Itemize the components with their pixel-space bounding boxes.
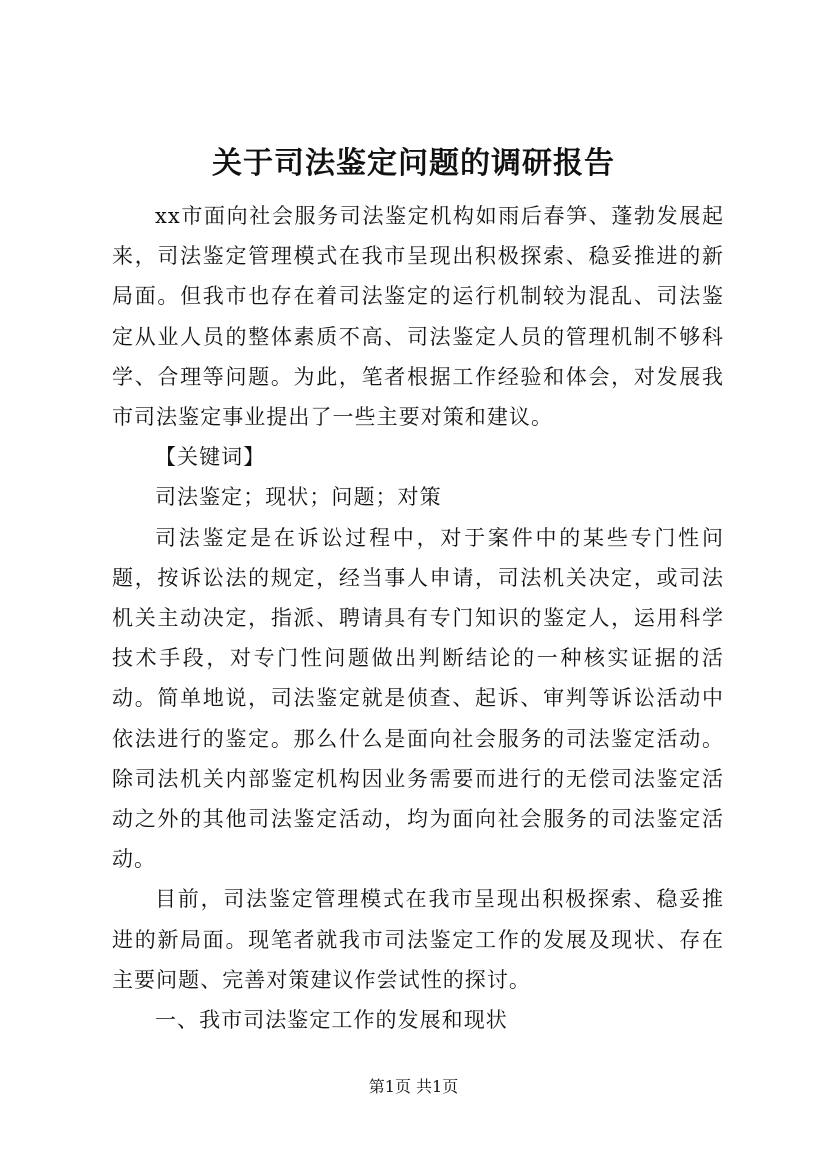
current-situation-paragraph: 目前，司法鉴定管理模式在我市呈现出积极探索、稳妥推进的新局面。现笔者就我市司法鉴定工作的发展及现状、存在主要问题、完善对策建议作尝试性的探讨。 [112,887,724,992]
section-heading-1: 一、我市司法鉴定工作的发展和现状 [155,1008,508,1033]
keywords-list: 司法鉴定；现状；问题；对策 [155,485,442,510]
document-body [112,196,724,1040]
keywords-heading: 【关键词】 [155,445,266,470]
definition-paragraph: 司法鉴定是在诉讼过程中，对于案件中的某些专门性问题，按诉讼法的规定，经当事人申请，司法机关决定，或司法机关主动决定，指派、聘请具有专门知识的鉴定人，运用科学技术手段，对专门性问题做出判断结论的一种核实证据的活动。简单地说，司法鉴定就是侦查、起诉、审判等诉讼活动中依法进行的鉴定。那么什么是面向社会服务的司法鉴定活动。除司法机关内部鉴定机构因业务需要而进行的无偿司法鉴定活动之外的其他司法鉴定活动，均为面向社会服务的司法鉴定活动。 [112,525,724,872]
document-title: 关于司法鉴定问题的调研报告 [212,146,615,181]
page-footer: 第1页 共1页 [368,1077,459,1096]
intro-paragraph: xx市面向社会服务司法鉴定机构如雨后春笋、蓬勃发展起来，司法鉴定管理模式在我市呈现出积极探索、稳妥推进的新局面。但我市也存在着司法鉴定的运行机制较为混乱、司法鉴定从业人员的整体素质不高、司法鉴定人员的管理机制不够科学、合理等问题。为此，笔者根据工作经验和体会，对发展我市司法鉴定事业提出了一些主要对策和建议。 [112,204,724,430]
